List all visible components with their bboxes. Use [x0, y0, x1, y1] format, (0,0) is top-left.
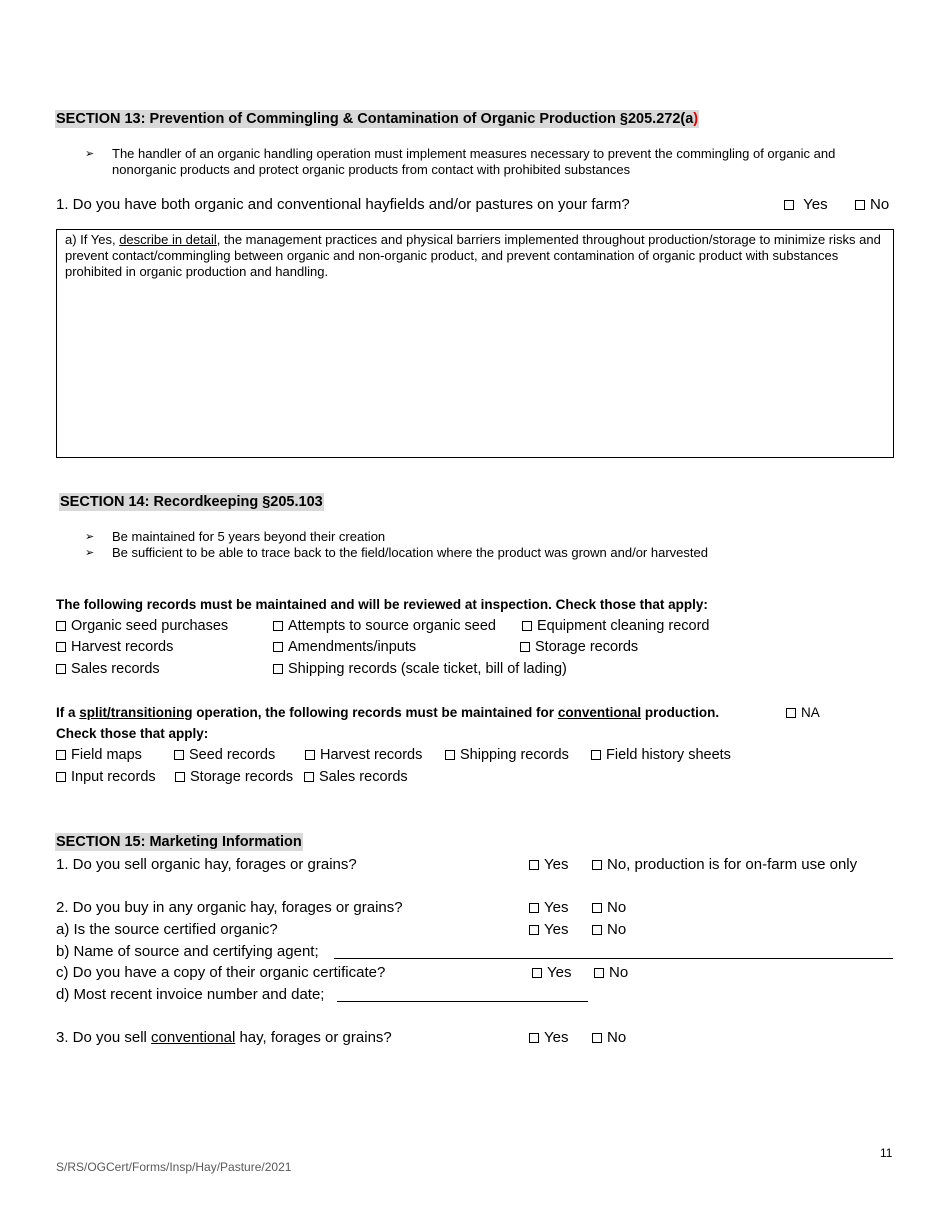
s15-q2-no-option[interactable]: No — [592, 899, 626, 916]
checkbox-icon[interactable] — [532, 968, 542, 978]
checkbox-icon[interactable] — [445, 750, 455, 760]
s15-question-2a: a) Is the source certified organic? — [56, 921, 278, 938]
record-amendments[interactable]: Amendments/inputs — [273, 639, 416, 655]
s15-question-3: 3. Do you sell conventional hay, forages or grains? — [56, 1029, 392, 1046]
checkbox-icon[interactable] — [591, 750, 601, 760]
checkbox-icon[interactable] — [56, 664, 66, 674]
record-shipping[interactable]: Shipping records (scale ticket, bill of lading) — [273, 661, 567, 677]
s15-question-2d: d) Most recent invoice number and date; — [56, 986, 325, 1003]
record-storage[interactable]: Storage records — [520, 639, 638, 655]
s15-question-2b: b) Name of source and certifying agent; — [56, 943, 319, 960]
s14-bullet-1: Be maintained for 5 years beyond their creation — [112, 529, 386, 544]
record-equipment-cleaning[interactable]: Equipment cleaning record — [522, 618, 710, 634]
s13-question-1: 1. Do you have both organic and conventional hayfields and/or pastures on your farm? — [56, 196, 630, 213]
checkbox-icon[interactable] — [529, 860, 539, 870]
checkbox-icon[interactable] — [855, 200, 865, 210]
checkbox-icon[interactable] — [305, 750, 315, 760]
checkbox-icon[interactable] — [592, 860, 602, 870]
record-harvest[interactable]: Harvest records — [56, 639, 173, 655]
s15-question-1: 1. Do you sell organic hay, forages or grains? — [56, 856, 357, 873]
section-15-heading: SECTION 15: Marketing Information — [56, 834, 302, 850]
s15-q3-yes-option[interactable]: Yes — [529, 1029, 568, 1046]
conv-sales-records[interactable]: Sales records — [304, 769, 408, 785]
conv-seed-records[interactable]: Seed records — [174, 747, 275, 763]
checkbox-icon[interactable] — [273, 621, 283, 631]
arrow-bullet-icon: ➢ — [85, 531, 95, 543]
s15-q1-yes-option[interactable]: Yes — [529, 856, 568, 873]
s15-question-2: 2. Do you buy in any organic hay, forages or grains? — [56, 899, 403, 916]
record-sales[interactable]: Sales records — [56, 661, 160, 677]
s15-question-2c: c) Do you have a copy of their organic certificate? — [56, 964, 386, 981]
invoice-input-line[interactable] — [337, 987, 588, 1002]
s13-q1-yes-option[interactable]: Yes — [784, 196, 828, 213]
checkbox-icon[interactable] — [594, 968, 604, 978]
s13-detail-textbox[interactable]: a) If Yes, describe in detail, the management practices and physical barriers implemented throughout production/storage to minimize risks and prevent contact/commingling between organic and non-organic product, and prevent contamination of organic product with substances prohibited in organic production and handling. — [56, 229, 894, 458]
checkbox-icon[interactable] — [56, 621, 66, 631]
checkbox-icon[interactable] — [786, 708, 796, 718]
records-intro: The following records must be maintained and will be reviewed at inspection. Check those that apply: — [56, 597, 708, 612]
arrow-bullet-icon: ➢ — [85, 547, 95, 559]
checkbox-icon[interactable] — [592, 1033, 602, 1043]
conv-storage-records[interactable]: Storage records — [175, 769, 293, 785]
s15-q2a-yes-option[interactable]: Yes — [529, 921, 568, 938]
s15-q3-no-option[interactable]: No — [592, 1029, 626, 1046]
checkbox-icon[interactable] — [529, 903, 539, 913]
checkbox-icon[interactable] — [529, 1033, 539, 1043]
split-na-option[interactable]: NA — [786, 705, 820, 720]
check-apply-label: Check those that apply: — [56, 726, 209, 741]
split-operation-statement: If a split/transitioning operation, the following records must be maintained for conventional production. — [56, 705, 720, 720]
source-agent-input-line[interactable] — [334, 944, 893, 959]
checkbox-icon[interactable] — [273, 642, 283, 652]
conv-field-history[interactable]: Field history sheets — [591, 747, 731, 763]
checkbox-icon[interactable] — [304, 772, 314, 782]
s15-q2-yes-option[interactable]: Yes — [529, 899, 568, 916]
s15-q2c-no-option[interactable]: No — [594, 964, 628, 981]
s13-q1-no-option[interactable]: No — [855, 196, 889, 213]
section-13-heading: SECTION 13: Prevention of Commingling & Contamination of Organic Production §205.272(a) — [56, 111, 699, 127]
section-13-bullet: The handler of an organic handling operation must implement measures necessary to prevent the commingling of organic and nonorganic products and protect organic products from contact with prohibited substances — [112, 146, 836, 177]
record-attempts-source-seed[interactable]: Attempts to source organic seed — [273, 618, 496, 634]
s15-q2c-yes-option[interactable]: Yes — [532, 964, 571, 981]
checkbox-icon[interactable] — [784, 200, 794, 210]
arrow-bullet-icon: ➢ — [85, 148, 95, 160]
checkbox-icon[interactable] — [56, 750, 66, 760]
conv-input-records[interactable]: Input records — [56, 769, 156, 785]
section-14-heading: SECTION 14: Recordkeeping §205.103 — [60, 494, 323, 510]
s15-q2a-no-option[interactable]: No — [592, 921, 626, 938]
s15-q1-no-option[interactable]: No, production is for on-farm use only — [592, 856, 857, 873]
checkbox-icon[interactable] — [522, 621, 532, 631]
form-id-footer: S/RS/OGCert/Forms/Insp/Hay/Pasture/2021 — [56, 1160, 292, 1174]
checkbox-icon[interactable] — [592, 925, 602, 935]
checkbox-icon[interactable] — [175, 772, 185, 782]
checkbox-icon[interactable] — [529, 925, 539, 935]
checkbox-icon[interactable] — [174, 750, 184, 760]
checkbox-icon[interactable] — [56, 642, 66, 652]
checkbox-icon[interactable] — [273, 664, 283, 674]
s14-bullet-2: Be sufficient to be able to trace back to the field/location where the product was grown and/or harvested — [112, 545, 708, 560]
checkbox-icon[interactable] — [56, 772, 66, 782]
conv-shipping-records[interactable]: Shipping records — [445, 747, 569, 763]
conv-harvest-records[interactable]: Harvest records — [305, 747, 422, 763]
checkbox-icon[interactable] — [520, 642, 530, 652]
page-number: 11 — [880, 1146, 893, 1160]
conv-field-maps[interactable]: Field maps — [56, 747, 142, 763]
checkbox-icon[interactable] — [592, 903, 602, 913]
record-organic-seed[interactable]: Organic seed purchases — [56, 618, 228, 634]
